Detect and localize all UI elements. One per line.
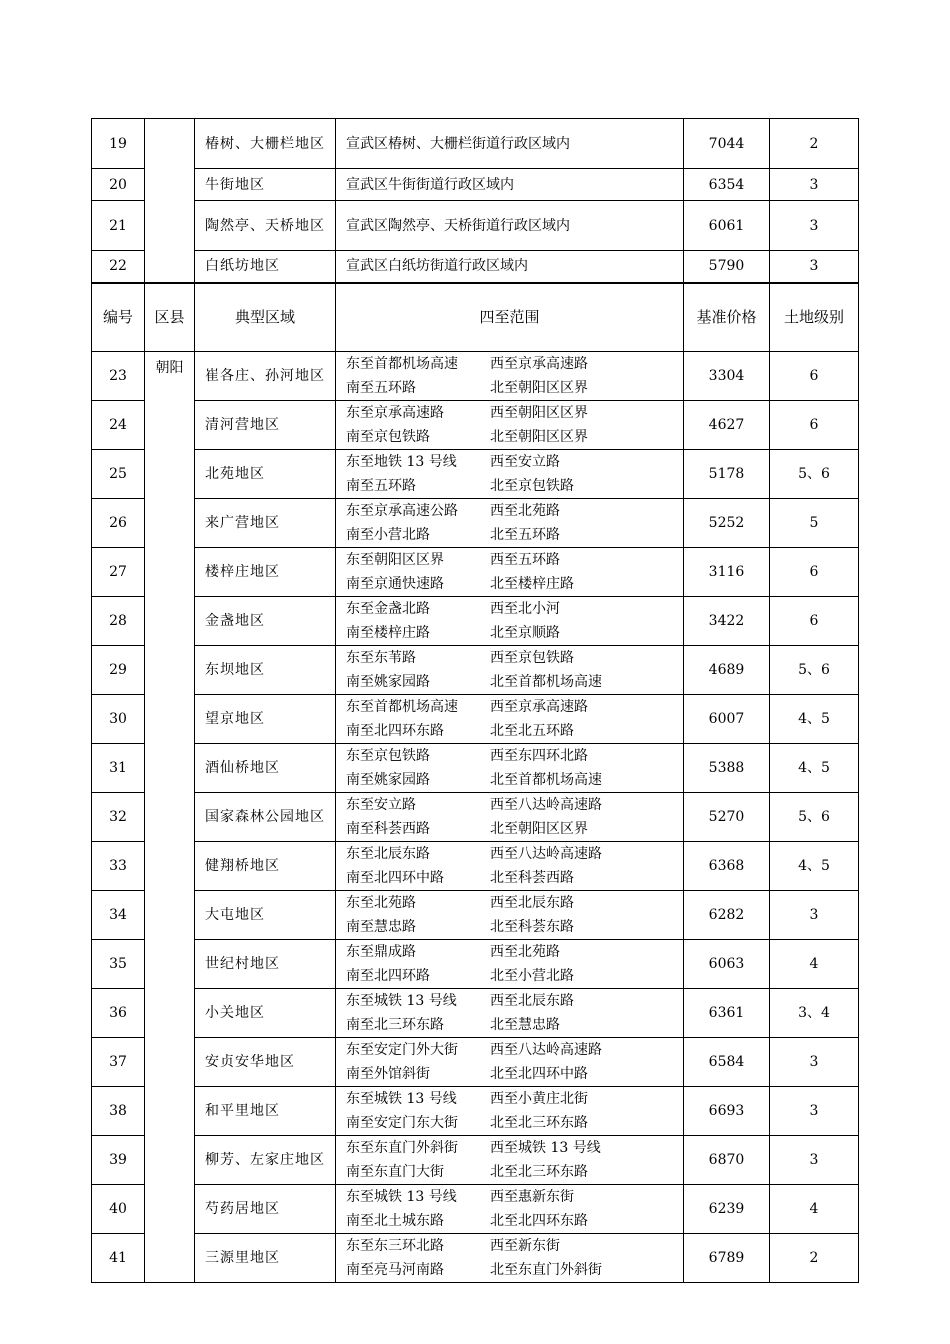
scope-text: 宣武区白纸坊街道行政区域内 xyxy=(336,251,684,283)
boundary-text: 西至东四环北路 xyxy=(490,748,588,764)
boundary-text: 南至京通快速路 xyxy=(346,576,444,592)
scope-line-south-north xyxy=(346,572,683,596)
scope-line-east-west xyxy=(346,1087,683,1111)
table-row xyxy=(92,597,859,646)
scope-cell xyxy=(336,989,684,1038)
base-price: 6061 xyxy=(684,201,770,251)
land-level: 5、6 xyxy=(770,646,859,695)
district-cell-xuanwu xyxy=(145,119,195,283)
scope-line-east-west xyxy=(346,1136,683,1160)
scope-line-south-north xyxy=(346,719,683,743)
boundary-text: 西至京包铁路 xyxy=(490,650,574,666)
land-level: 5、6 xyxy=(770,793,859,842)
area-name: 安贞安华地区 xyxy=(195,1038,336,1087)
base-price: 5252 xyxy=(684,499,770,548)
table-row xyxy=(92,119,859,169)
row-number: 22 xyxy=(92,251,145,283)
boundary-text: 南至北四环中路 xyxy=(346,870,444,886)
boundary-text: 东至东直门外斜街 xyxy=(346,1140,458,1156)
scope-line-south-north xyxy=(346,1160,683,1184)
boundary-text: 北至慧忠路 xyxy=(490,1017,560,1033)
boundary-text: 东至金盏北路 xyxy=(346,601,430,617)
boundary-text: 东至城铁 13 号线 xyxy=(346,1091,457,1107)
table-row xyxy=(92,842,859,891)
land-level: 3、4 xyxy=(770,989,859,1038)
boundary-text: 西至城铁 13 号线 xyxy=(490,1140,601,1156)
table-row xyxy=(92,1185,859,1234)
row-number: 20 xyxy=(92,169,145,201)
table-row xyxy=(92,548,859,597)
base-price: 5790 xyxy=(684,251,770,283)
area-name: 国家森林公园地区 xyxy=(195,793,336,842)
boundary-text: 西至京承高速路 xyxy=(490,699,588,715)
area-name: 白纸坊地区 xyxy=(195,251,336,283)
area-name: 酒仙桥地区 xyxy=(195,744,336,793)
table-row xyxy=(92,1038,859,1087)
boundary-text: 南至科荟西路 xyxy=(346,821,430,837)
area-name: 健翔桥地区 xyxy=(195,842,336,891)
area-name: 来广营地区 xyxy=(195,499,336,548)
land-level: 3 xyxy=(770,1136,859,1185)
land-level: 3 xyxy=(770,251,859,283)
area-name: 陶然亭、天桥地区 xyxy=(195,201,336,251)
boundary-text: 南至亮马河南路 xyxy=(346,1262,444,1278)
table-header-row xyxy=(92,283,859,352)
land-level: 6 xyxy=(770,401,859,450)
boundary-text: 东至首都机场高速 xyxy=(346,699,458,715)
scope-line-east-west xyxy=(346,352,683,376)
header-level: 土地级别 xyxy=(770,283,859,352)
table-row xyxy=(92,401,859,450)
base-price: 5388 xyxy=(684,744,770,793)
boundary-text: 东至首都机场高速 xyxy=(346,356,458,372)
scope-line-south-north xyxy=(346,621,683,645)
scope-line-east-west xyxy=(346,597,683,621)
boundary-text: 北至小营北路 xyxy=(490,968,574,984)
scope-line-east-west xyxy=(346,793,683,817)
boundary-text: 西至八达岭高速路 xyxy=(490,1042,602,1058)
scope-line-east-west xyxy=(346,1234,683,1258)
scope-cell xyxy=(336,744,684,793)
boundary-text: 南至北三环东路 xyxy=(346,1017,444,1033)
boundary-text: 北至京顺路 xyxy=(490,625,560,641)
boundary-text: 西至北苑路 xyxy=(490,503,560,519)
land-level: 4、5 xyxy=(770,695,859,744)
scope-line-east-west xyxy=(346,450,683,474)
row-number: 27 xyxy=(92,548,145,597)
table-row xyxy=(92,646,859,695)
scope-cell xyxy=(336,548,684,597)
scope-cell xyxy=(336,646,684,695)
scope-line-east-west xyxy=(346,401,683,425)
scope-cell xyxy=(336,695,684,744)
row-number: 21 xyxy=(92,201,145,251)
scope-line-south-north xyxy=(346,376,683,400)
base-price: 5270 xyxy=(684,793,770,842)
scope-line-south-north xyxy=(346,1209,683,1233)
table-row xyxy=(92,450,859,499)
header-price: 基准价格 xyxy=(684,283,770,352)
district-name: 朝阳 xyxy=(145,352,195,1283)
base-price: 6870 xyxy=(684,1136,770,1185)
scope-line-south-north xyxy=(346,768,683,792)
boundary-text: 南至姚家园路 xyxy=(346,772,430,788)
boundary-text: 南至楼梓庄路 xyxy=(346,625,430,641)
row-number: 24 xyxy=(92,401,145,450)
boundary-text: 北至东直门外斜街 xyxy=(490,1262,602,1278)
boundary-text: 北至朝阳区区界 xyxy=(490,429,588,445)
land-level: 3 xyxy=(770,891,859,940)
boundary-text: 北至科荟东路 xyxy=(490,919,574,935)
boundary-text: 东至京包铁路 xyxy=(346,748,430,764)
base-price: 6789 xyxy=(684,1234,770,1283)
land-level: 4 xyxy=(770,1185,859,1234)
base-price: 3304 xyxy=(684,352,770,401)
scope-cell xyxy=(336,891,684,940)
boundary-text: 东至城铁 13 号线 xyxy=(346,1189,457,1205)
row-number: 25 xyxy=(92,450,145,499)
scope-text: 宣武区椿树、大栅栏街道行政区域内 xyxy=(336,119,684,169)
base-price: 5178 xyxy=(684,450,770,499)
boundary-text: 西至北小河 xyxy=(490,601,560,617)
boundary-text: 东至朝阳区区界 xyxy=(346,552,444,568)
row-number: 26 xyxy=(92,499,145,548)
scope-line-east-west xyxy=(346,695,683,719)
row-number: 38 xyxy=(92,1087,145,1136)
scope-line-east-west xyxy=(346,1038,683,1062)
scope-line-south-north xyxy=(346,474,683,498)
boundary-text: 西至八达岭高速路 xyxy=(490,846,602,862)
area-name: 清河营地区 xyxy=(195,401,336,450)
base-price: 6361 xyxy=(684,989,770,1038)
boundary-text: 西至惠新东街 xyxy=(490,1189,574,1205)
boundary-text: 东至东三环北路 xyxy=(346,1238,444,1254)
table-row xyxy=(92,1234,859,1283)
row-number: 41 xyxy=(92,1234,145,1283)
boundary-text: 西至安立路 xyxy=(490,454,560,470)
boundary-text: 南至慧忠路 xyxy=(346,919,416,935)
base-price: 7044 xyxy=(684,119,770,169)
scope-cell xyxy=(336,1136,684,1185)
row-number: 36 xyxy=(92,989,145,1038)
scope-text: 宣武区牛街街道行政区域内 xyxy=(336,169,684,201)
land-price-table xyxy=(91,118,859,1283)
scope-line-east-west xyxy=(346,744,683,768)
land-level: 4 xyxy=(770,940,859,989)
boundary-text: 西至新东街 xyxy=(490,1238,560,1254)
base-price: 6007 xyxy=(684,695,770,744)
boundary-text: 西至北辰东路 xyxy=(490,895,574,911)
boundary-text: 西至八达岭高速路 xyxy=(490,797,602,813)
row-number: 31 xyxy=(92,744,145,793)
boundary-text: 北至楼梓庄路 xyxy=(490,576,574,592)
area-name: 和平里地区 xyxy=(195,1087,336,1136)
base-price: 6354 xyxy=(684,169,770,201)
boundary-text: 北至五环路 xyxy=(490,527,560,543)
land-level: 3 xyxy=(770,201,859,251)
row-number: 29 xyxy=(92,646,145,695)
boundary-text: 北至北五环路 xyxy=(490,723,574,739)
land-level: 6 xyxy=(770,352,859,401)
scope-line-south-north xyxy=(346,915,683,939)
base-price: 3116 xyxy=(684,548,770,597)
scope-cell xyxy=(336,940,684,989)
scope-cell xyxy=(336,450,684,499)
row-number: 32 xyxy=(92,793,145,842)
scope-line-east-west xyxy=(346,499,683,523)
base-price: 6584 xyxy=(684,1038,770,1087)
scope-cell xyxy=(336,793,684,842)
area-name: 望京地区 xyxy=(195,695,336,744)
boundary-text: 北至北四环中路 xyxy=(490,1066,588,1082)
boundary-text: 南至五环路 xyxy=(346,478,416,494)
area-name: 东坝地区 xyxy=(195,646,336,695)
scope-cell xyxy=(336,352,684,401)
scope-line-south-north xyxy=(346,1062,683,1086)
table-row xyxy=(92,352,859,401)
scope-line-south-north xyxy=(346,964,683,988)
table-row xyxy=(92,989,859,1038)
scope-line-east-west xyxy=(346,940,683,964)
base-price: 3422 xyxy=(684,597,770,646)
boundary-text: 北至朝阳区区界 xyxy=(490,380,588,396)
base-price: 6693 xyxy=(684,1087,770,1136)
area-name: 柳芳、左家庄地区 xyxy=(195,1136,336,1185)
area-name: 北苑地区 xyxy=(195,450,336,499)
boundary-text: 北至首都机场高速 xyxy=(490,674,602,690)
header-num: 编号 xyxy=(92,283,145,352)
land-level: 2 xyxy=(770,119,859,169)
boundary-text: 西至小黄庄北街 xyxy=(490,1091,588,1107)
boundary-text: 南至北四环路 xyxy=(346,968,430,984)
scope-line-south-north xyxy=(346,1013,683,1037)
boundary-text: 北至北三环东路 xyxy=(490,1164,588,1180)
land-level: 3 xyxy=(770,1038,859,1087)
area-name: 崔各庄、孙河地区 xyxy=(195,352,336,401)
land-level: 2 xyxy=(770,1234,859,1283)
table-row xyxy=(92,744,859,793)
row-number: 19 xyxy=(92,119,145,169)
scope-line-south-north xyxy=(346,425,683,449)
land-level: 5 xyxy=(770,499,859,548)
boundary-text: 南至五环路 xyxy=(346,380,416,396)
area-name: 椿树、大栅栏地区 xyxy=(195,119,336,169)
scope-cell xyxy=(336,842,684,891)
scope-line-east-west xyxy=(346,891,683,915)
boundary-text: 西至朝阳区区界 xyxy=(490,405,588,421)
boundary-text: 东至北苑路 xyxy=(346,895,416,911)
boundary-text: 南至东直门大街 xyxy=(346,1164,444,1180)
base-price: 6368 xyxy=(684,842,770,891)
boundary-text: 南至北土城东路 xyxy=(346,1213,444,1229)
area-name: 小关地区 xyxy=(195,989,336,1038)
boundary-text: 东至城铁 13 号线 xyxy=(346,993,457,1009)
land-level: 3 xyxy=(770,169,859,201)
boundary-text: 东至京承高速公路 xyxy=(346,503,458,519)
table-row xyxy=(92,1136,859,1185)
base-price: 4627 xyxy=(684,401,770,450)
boundary-text: 东至京承高速路 xyxy=(346,405,444,421)
row-number: 30 xyxy=(92,695,145,744)
scope-line-east-west xyxy=(346,548,683,572)
boundary-text: 东至安定门外大街 xyxy=(346,1042,458,1058)
table-row xyxy=(92,695,859,744)
boundary-text: 北至科荟西路 xyxy=(490,870,574,886)
scope-cell xyxy=(336,499,684,548)
scope-cell xyxy=(336,1087,684,1136)
table-row xyxy=(92,169,859,201)
row-number: 39 xyxy=(92,1136,145,1185)
scope-line-south-north xyxy=(346,670,683,694)
boundary-text: 南至小营北路 xyxy=(346,527,430,543)
boundary-text: 南至北四环东路 xyxy=(346,723,444,739)
row-number: 35 xyxy=(92,940,145,989)
scope-line-south-north xyxy=(346,817,683,841)
boundary-text: 西至北辰东路 xyxy=(490,993,574,1009)
row-number: 33 xyxy=(92,842,145,891)
header-district: 区县 xyxy=(145,283,195,352)
base-price: 4689 xyxy=(684,646,770,695)
scope-cell xyxy=(336,597,684,646)
scope-line-south-north xyxy=(346,523,683,547)
land-level: 3 xyxy=(770,1087,859,1136)
base-price: 6063 xyxy=(684,940,770,989)
table-row xyxy=(92,891,859,940)
table-row xyxy=(92,499,859,548)
scope-line-south-north xyxy=(346,866,683,890)
area-name: 大屯地区 xyxy=(195,891,336,940)
boundary-text: 北至首都机场高速 xyxy=(490,772,602,788)
boundary-text: 东至北辰东路 xyxy=(346,846,430,862)
boundary-text: 北至京包铁路 xyxy=(490,478,574,494)
scope-line-east-west xyxy=(346,1185,683,1209)
scope-line-south-north xyxy=(346,1111,683,1135)
area-name: 楼梓庄地区 xyxy=(195,548,336,597)
table-row xyxy=(92,201,859,251)
scope-line-east-west xyxy=(346,646,683,670)
scope-cell xyxy=(336,1234,684,1283)
table-row xyxy=(92,251,859,283)
boundary-text: 东至地铁 13 号线 xyxy=(346,454,457,470)
boundary-text: 西至北苑路 xyxy=(490,944,560,960)
scope-cell xyxy=(336,401,684,450)
boundary-text: 北至朝阳区区界 xyxy=(490,821,588,837)
boundary-text: 南至安定门东大街 xyxy=(346,1115,458,1131)
boundary-text: 东至鼎成路 xyxy=(346,944,416,960)
land-level: 6 xyxy=(770,597,859,646)
area-name: 世纪村地区 xyxy=(195,940,336,989)
scope-cell xyxy=(336,1185,684,1234)
table-row xyxy=(92,940,859,989)
header-scope: 四至范围 xyxy=(336,283,684,352)
land-level: 5、6 xyxy=(770,450,859,499)
boundary-text: 东至安立路 xyxy=(346,797,416,813)
boundary-text: 北至北三环东路 xyxy=(490,1115,588,1131)
land-level: 4、5 xyxy=(770,842,859,891)
row-number: 34 xyxy=(92,891,145,940)
header-area: 典型区域 xyxy=(195,283,336,352)
base-price: 6282 xyxy=(684,891,770,940)
boundary-text: 南至京包铁路 xyxy=(346,429,430,445)
boundary-text: 东至东苇路 xyxy=(346,650,416,666)
scope-text: 宣武区陶然亭、天桥街道行政区域内 xyxy=(336,201,684,251)
base-price: 6239 xyxy=(684,1185,770,1234)
area-name: 三源里地区 xyxy=(195,1234,336,1283)
scope-line-south-north xyxy=(346,1258,683,1282)
table-row xyxy=(92,1087,859,1136)
row-number: 28 xyxy=(92,597,145,646)
area-name: 芍药居地区 xyxy=(195,1185,336,1234)
boundary-text: 北至北四环东路 xyxy=(490,1213,588,1229)
land-level: 4、5 xyxy=(770,744,859,793)
row-number: 23 xyxy=(92,352,145,401)
boundary-text: 南至姚家园路 xyxy=(346,674,430,690)
table-row xyxy=(92,793,859,842)
scope-cell xyxy=(336,1038,684,1087)
boundary-text: 西至五环路 xyxy=(490,552,560,568)
scope-line-east-west xyxy=(346,842,683,866)
row-number: 37 xyxy=(92,1038,145,1087)
boundary-text: 南至外馆斜街 xyxy=(346,1066,430,1082)
scope-line-east-west xyxy=(346,989,683,1013)
land-level: 6 xyxy=(770,548,859,597)
row-number: 40 xyxy=(92,1185,145,1234)
boundary-text: 西至京承高速路 xyxy=(490,356,588,372)
area-name: 金盏地区 xyxy=(195,597,336,646)
area-name: 牛街地区 xyxy=(195,169,336,201)
